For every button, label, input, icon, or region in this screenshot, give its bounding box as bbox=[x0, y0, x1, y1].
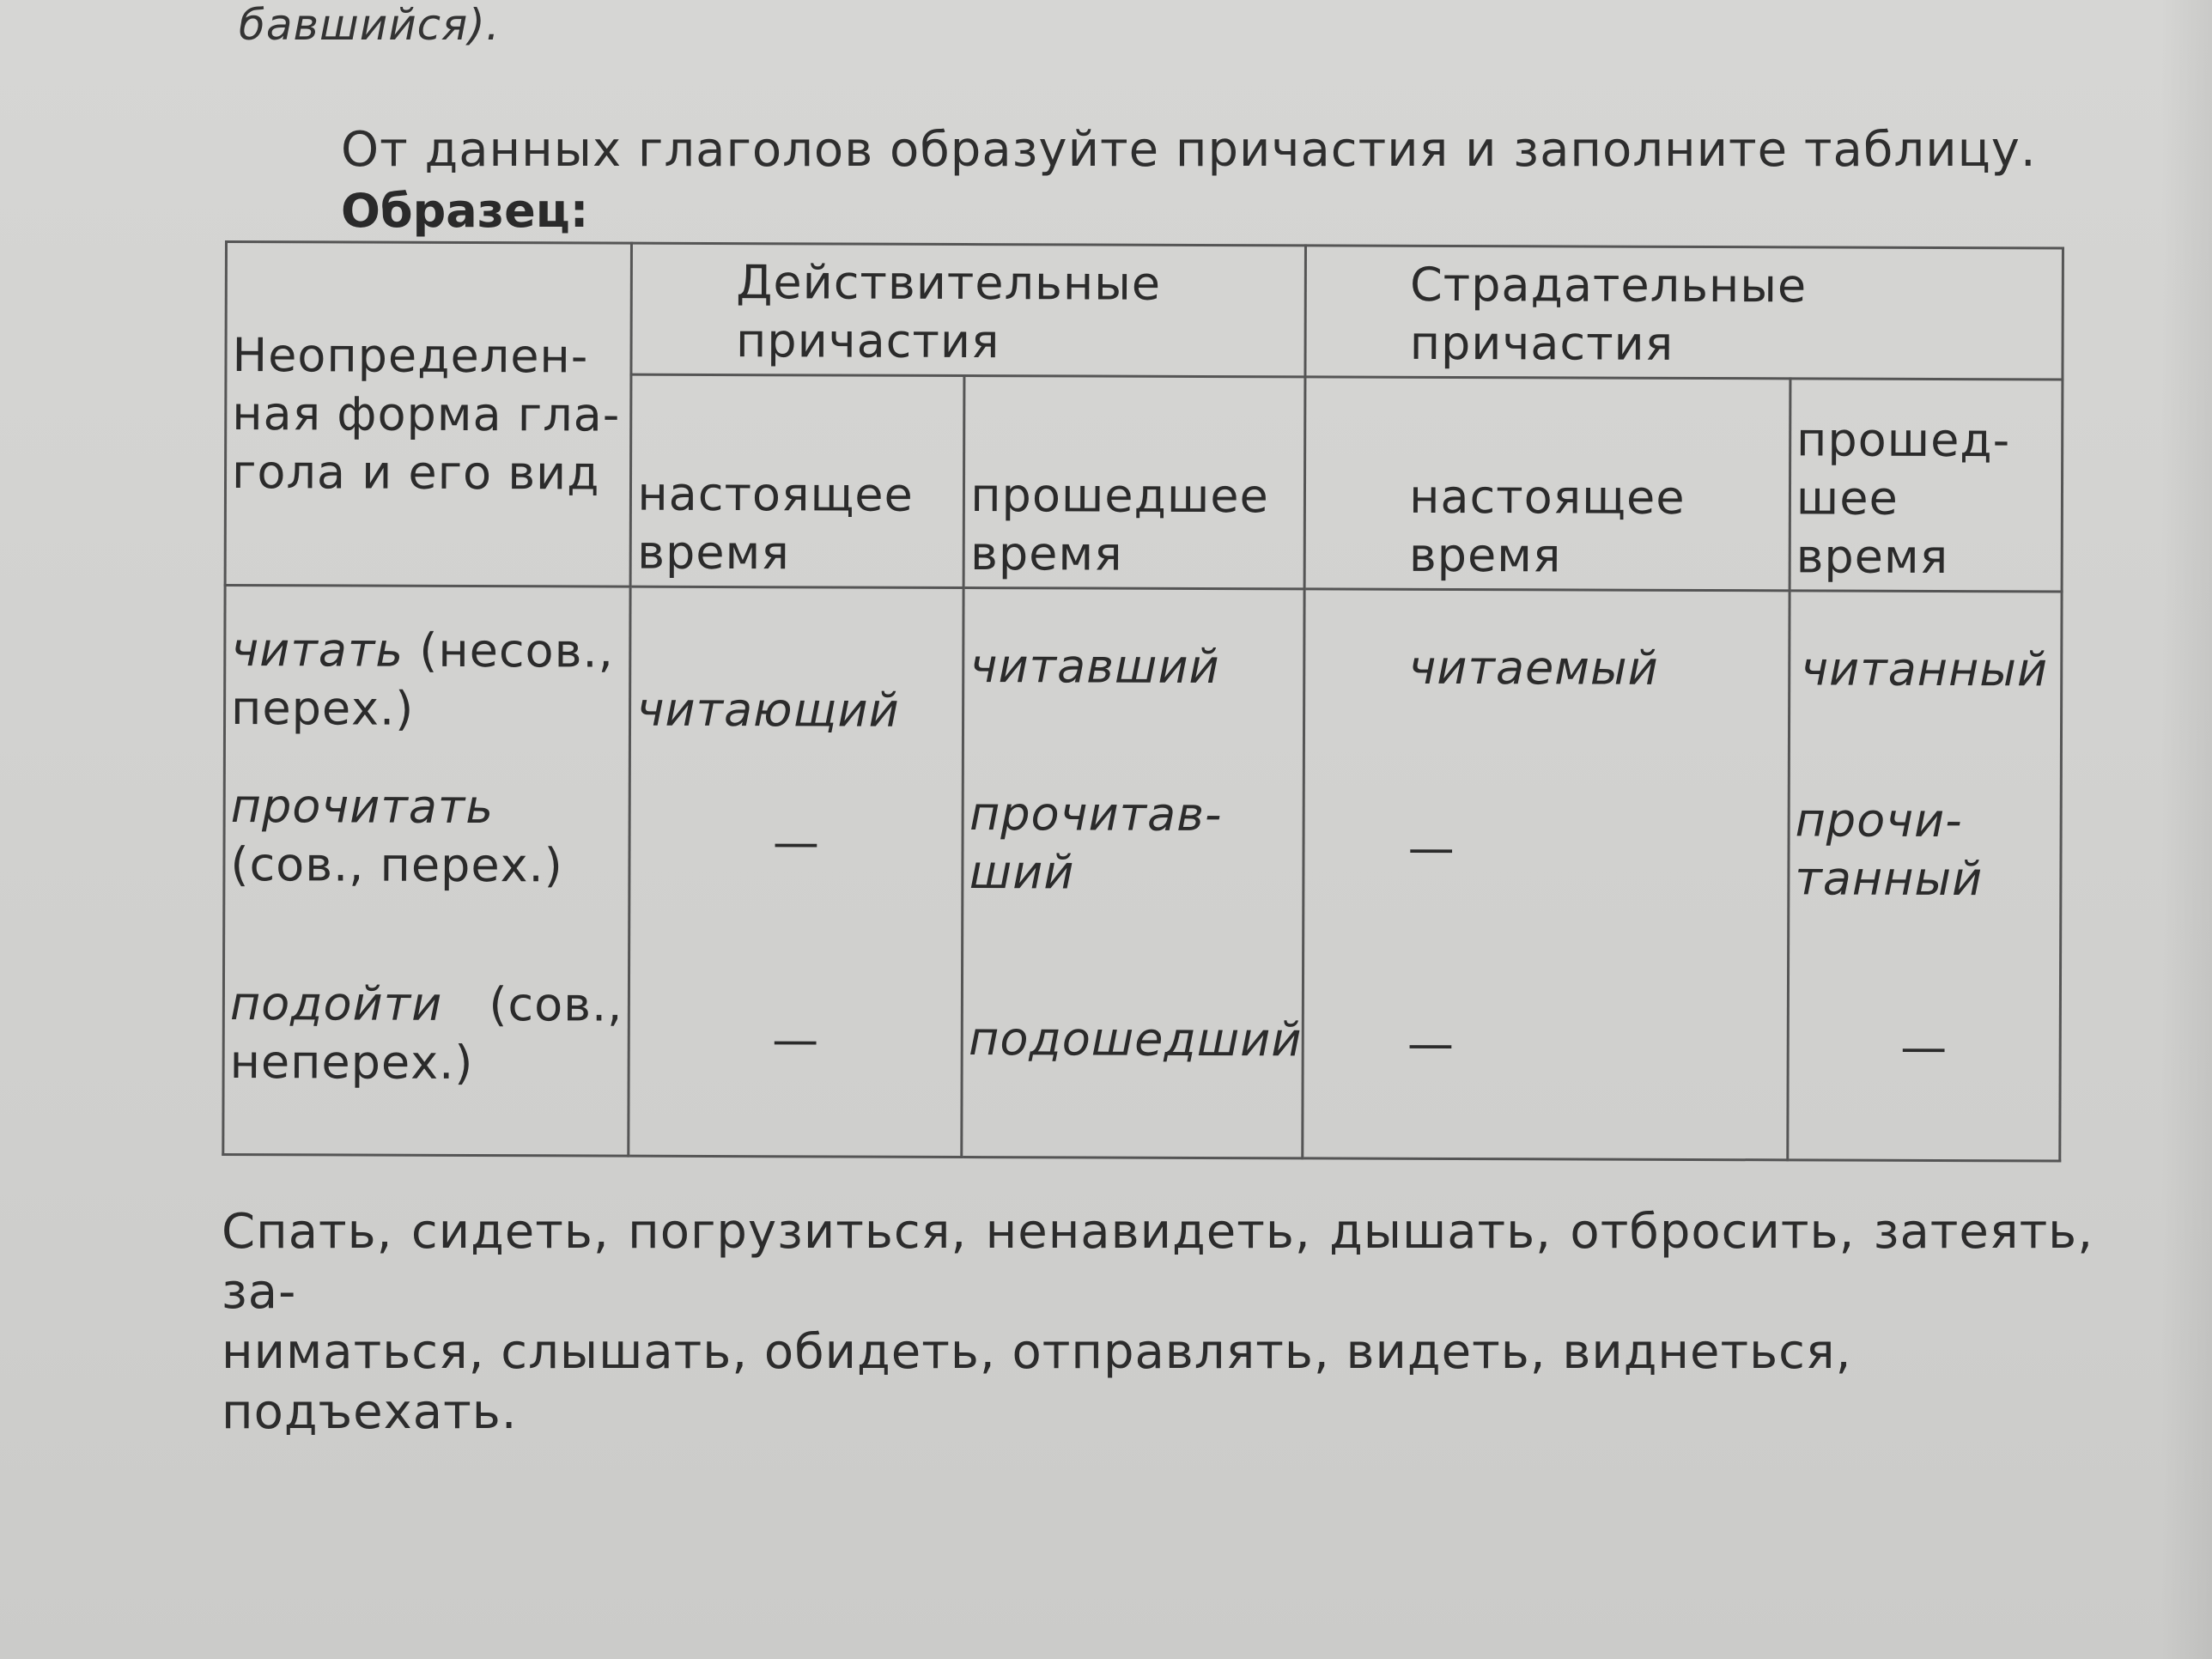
active-present-column bbox=[629, 586, 963, 1157]
header-active-past-line: прошедшее bbox=[970, 468, 1269, 524]
row-3-passive-past: — bbox=[1900, 1019, 1948, 1075]
passive-past-column bbox=[1788, 591, 2062, 1161]
row-2-verb: прочитать bbox=[230, 779, 495, 835]
header-passive-past-line: прошед- bbox=[1796, 412, 2011, 468]
header-active-line: Действительные bbox=[736, 255, 1162, 311]
header-infinitive bbox=[225, 242, 632, 587]
sample-label: Образец: bbox=[341, 184, 589, 238]
row-1-aspect: (несов., bbox=[404, 623, 614, 678]
header-active-present bbox=[631, 374, 965, 587]
exercise-word-list bbox=[222, 1202, 2094, 1443]
row-3-verb: подойти bbox=[229, 976, 443, 1031]
row-1-passive-past: читанный bbox=[1801, 641, 2049, 697]
exercise-word-line: Спать, сидеть, погрузиться, ненавидеть, дышать, отбросить, затеять, за- bbox=[222, 1204, 2094, 1320]
passive-present-column bbox=[1303, 589, 1790, 1160]
row-2-active-past-line1: прочитав- bbox=[969, 787, 1223, 842]
header-passive-past bbox=[1790, 379, 2063, 592]
row-2-passive-present: — bbox=[1407, 820, 1455, 876]
header-active-present-line: время bbox=[637, 525, 790, 580]
header-active-group bbox=[631, 243, 1305, 377]
row-3-active-past: подошедший bbox=[968, 1012, 1303, 1067]
header-infinitive-line: гола и его вид bbox=[231, 444, 600, 501]
row-2-passive-past-line2: танный bbox=[1795, 851, 1984, 907]
header-passive-group bbox=[1305, 246, 2063, 380]
table-body-row bbox=[223, 586, 2062, 1161]
row-1-active-present: читающий bbox=[636, 682, 900, 738]
row-1-active-past: читавший bbox=[969, 639, 1220, 695]
row-1-verb: читать bbox=[231, 623, 404, 678]
instruction-text: От данных глаголов образуйте причастия и заполните таблицу. bbox=[341, 122, 2037, 178]
page-edge-shadow bbox=[2160, 0, 2212, 1659]
row-3-aspect-line1: (сов., bbox=[489, 977, 623, 1032]
header-infinitive-line: Неопределен- bbox=[232, 327, 589, 383]
header-passive-past-line: шее время bbox=[1796, 471, 1949, 585]
row-2-aspect: (сов., перех.) bbox=[230, 837, 563, 893]
exercise-word-line: ниматься, слышать, обидеть, отправлять, видеть, виднеться, подъехать. bbox=[222, 1324, 1852, 1440]
header-passive-present bbox=[1304, 377, 1790, 591]
header-active-past bbox=[963, 376, 1305, 589]
header-passive-present-line: время bbox=[1408, 527, 1562, 583]
row-1-verb-line bbox=[231, 621, 614, 681]
row-2-passive-past-line1: прочи- bbox=[1795, 793, 1963, 848]
infinitive-column bbox=[223, 586, 631, 1157]
table-header-row bbox=[226, 242, 2063, 380]
row-1-aspect-line2: перех.) bbox=[230, 681, 415, 736]
header-active-line: причастия bbox=[735, 313, 1000, 369]
header-infinitive-line: ная форма гла- bbox=[232, 386, 621, 442]
row-2-active-present: — bbox=[772, 815, 821, 870]
header-active-present-line: настоящее bbox=[637, 466, 914, 522]
row-3-active-present: — bbox=[772, 1012, 820, 1067]
row-3-aspect-line2: неперех.) bbox=[229, 1035, 474, 1091]
header-passive-line: причастия bbox=[1409, 315, 1674, 371]
header-active-past-line: время bbox=[969, 526, 1123, 581]
sample-participles-table bbox=[222, 240, 2064, 1162]
row-3-passive-present: — bbox=[1407, 1016, 1455, 1072]
header-passive-present-line: настоящее bbox=[1409, 469, 1686, 525]
header-passive-line: Страдательные bbox=[1409, 257, 1808, 313]
row-2-active-past-line2: ший bbox=[969, 845, 1075, 900]
previous-exercise-fragment: бавшийся). bbox=[239, 0, 501, 50]
active-past-column bbox=[962, 588, 1304, 1158]
row-1-passive-present: читаемый bbox=[1408, 640, 1659, 696]
